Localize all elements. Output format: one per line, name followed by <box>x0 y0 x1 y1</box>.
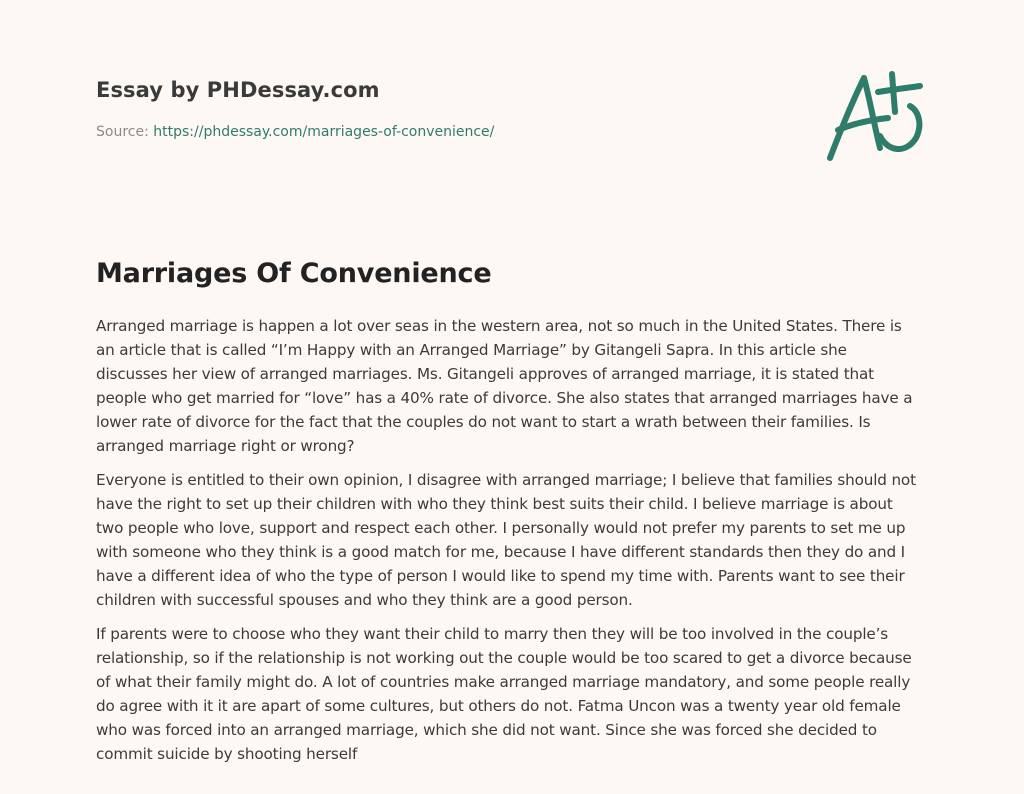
site-title: Essay by PHDessay.com <box>96 78 380 102</box>
essay-paragraph: If parents were to choose who they want their child to marry then they will be too involved in the couple’s relationship, so if the relationship is not working out the couple would be too scared to get a divorce because of what their family might do. A lot of countries make arranged marriage mandatory, and some people really do agree with it it are apart of some cultures, but others do not. Fatma Uncon was a twenty year old female who was forced into an arranged marriage, which she did not want. Since she was forced she decided to commit suicide by shooting herself <box>96 625 912 763</box>
source-label: Source: <box>96 124 149 140</box>
essay-title: Marriages Of Convenience <box>96 258 492 289</box>
a-plus-icon <box>822 66 926 164</box>
page-header <box>96 76 796 142</box>
essay-paragraph: Everyone is entitled to their own opinion, I disagree with arranged marriage; I believe that families should not have the right to set up their children with who they think best suits their child. I believe marriage is about two people who love, support and respect each other. I personally would not prefer my parents to set me up with someone who they think is a good match for me, because I have different standards then they do and I have a different idea of who the type of person I would like to spend my time with. Parents want to see their children with successful spouses and who they think are a good person. <box>96 471 916 609</box>
source-link[interactable]: https://phdessay.com/marriages-of-convenience/ <box>153 124 495 140</box>
essay-body <box>96 314 922 776</box>
source-line <box>96 122 796 142</box>
essay-paragraph: Arranged marriage is happen a lot over seas in the western area, not so much in the United States. There is an article that is called “I’m Happy with an Arranged Marriage” by Gitangeli Sapra. In this article she discusses her view of arranged marriages. Ms. Gitangeli approves of arranged marriage, it is stated that people who get married for “love” has a 40% rate of divorce. She also states that arranged marriages have a lower rate of divorce for the fact that the couples do not want to start a wrath between their families. Is arranged marriage right or wrong? <box>96 317 913 455</box>
